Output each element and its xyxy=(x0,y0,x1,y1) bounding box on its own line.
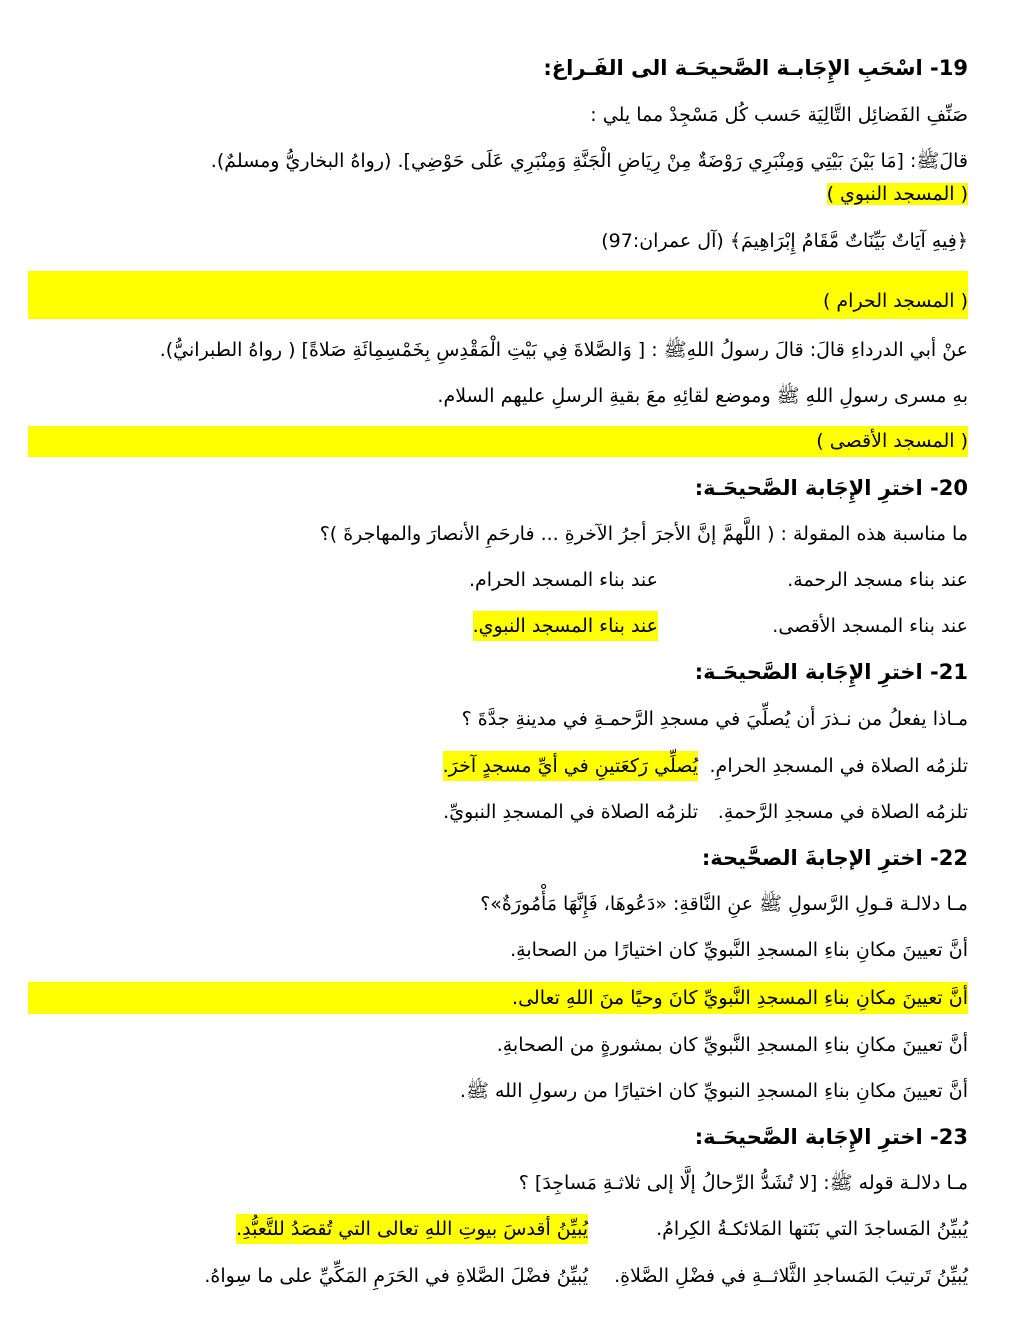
q20-option-2[interactable]: عند بناء المسجد الحرام. xyxy=(468,569,658,591)
q22-option-3[interactable]: أنَّ تعيينَ مكانِ بناءِ المسجدِ النَّبويِّ كان بمشورةٍ من الصحابةِ. xyxy=(496,1034,968,1056)
q20-heading: 20- اخترِ الإِجَابة الصَّحيحَـة: xyxy=(694,476,968,500)
q19-item-3b: بهِ مسرى رسولِ اللهِ ﷺ وموضع لقائِهِ معَ بقيةِ الرسلِ عليهم السلام. xyxy=(437,385,968,407)
q23-option-4[interactable]: يُبيِّنُ فضْلَ الصَّلاةِ في الحَرَمِ المَكِّيِّ على ما سِواهُ. xyxy=(204,1265,588,1287)
q23-option-3[interactable]: يُبيِّنُ تَرتيبَ المَساجدِ الثَّلاثــةِ في فضْلِ الصَّلاةِ. xyxy=(614,1265,968,1287)
q23-question: مـا دلالـة قوله ﷺ: [لا تُشَدُّ الرِّحالُ إلَّا إلى ثلاثـةِ مَساجِدَ] ؟ xyxy=(518,1172,968,1194)
q22-heading: 22- اخترِ الإجابةَ الصحَّيحة: xyxy=(701,846,968,870)
q21-option-4[interactable]: تلزمُه الصلاة في المسجدِ النبويِّ. xyxy=(443,801,698,823)
q22-question: مـا دلالـة قـولِ الرَّسولِ ﷺ عنِ النَّاقةِ: «دَعُوهَا، فَإِنَّهَا مَأْمُورَةٌ»؟ xyxy=(480,893,968,915)
q23-option-2[interactable]: يُبيِّنُ أقدسَ بيوتِ اللهِ تعالى التي تُقصَدُ للتَّعبُّدِ. xyxy=(236,1214,588,1244)
q23-options-row-2 xyxy=(28,1261,968,1291)
q22-option-4[interactable]: أنَّ تعيينَ مكانِ بناءِ المسجدِ النبويِّ كان اختيارًا من رسولِ الله ﷺ. xyxy=(459,1080,968,1102)
q21-options-row-1 xyxy=(28,751,968,781)
q22-option-1[interactable]: أنَّ تعيينَ مكانِ بناءِ المسجدِ النَّبويِّ كان اختيارًا من الصحابةِ. xyxy=(510,939,968,961)
q21-option-3[interactable]: تلزمُه الصلاة في مسجدِ الرَّحمةِ. xyxy=(717,801,968,823)
q22-option-2[interactable]: أنَّ تعيينَ مكانِ بناءِ المسجدِ النَّبويِّ كانَ وحيًا منَ اللهِ تعالى. xyxy=(512,987,968,1009)
q20-option-3[interactable]: عند بناء المسجد الأقصى. xyxy=(772,615,968,637)
q19-item-2: ﴿فِيهِ آيَاتٌ بَيِّنَاتٌ مَّقَامُ إِبْرَاهِيمَ﴾ (آل عمران:97) xyxy=(601,230,968,252)
q21-question: مـاذا يفعلُ من نـذرَ أن يُصلِّيَ في مسجدِ الرَّحمـةِ في مدينةِ جدَّةَ ؟ xyxy=(461,708,968,730)
q20-option-4[interactable]: عند بناء المسجد النبوي. xyxy=(473,611,658,641)
q23-option-1[interactable]: يُبيِّنُ المَساجدَ التي بَنَتها المَلائكـةُ الكِرامُ. xyxy=(656,1218,968,1240)
q23-options-row-1 xyxy=(28,1214,968,1244)
q19-answer-3[interactable]: ( المسجد الأقصى ) xyxy=(816,430,968,452)
q20-question: ما مناسبة هذه المقولة : ( اللَّهمَّ إنَّ الأجرَ أجرُ الآخرةِ ... فارحَمِ الأنصارَ والمهاجرةَ )؟ xyxy=(319,523,968,545)
answer-slot-1[interactable]: ( المسجد النبوي ) xyxy=(826,183,968,205)
q21-options-row-2 xyxy=(28,797,968,827)
q21-heading: 21- اخترِ الإِجَابة الصَّحيحَـة: xyxy=(694,660,968,684)
q21-option-2[interactable]: يُصلِّي رَكعَتينِ في أيِّ مسجدٍ آخرَ. xyxy=(443,751,698,781)
q23-heading: 23- اخترِ الإِجَابة الصَّحيحَـة: xyxy=(694,1125,968,1149)
q20-options-row-1 xyxy=(28,565,968,595)
q20-option-1[interactable]: عند بناء مسجد الرحمة. xyxy=(787,569,968,591)
q19-heading: 19- اسْحَبِ الإِجَابـة الصَّحيحَـة الى الفَـراغ: xyxy=(543,56,968,80)
q20-options-row-2 xyxy=(28,611,968,641)
q21-option-1[interactable]: تلزمُه الصلاة في المسجدِ الحرامِ. xyxy=(709,755,968,777)
q19-answer-1 xyxy=(28,179,968,209)
q19-item-1: قالَﷺ: [مَا بَيْنَ بَيْتِي وَمِنْبَرِي رَوْضَةٌ مِنْ رِيَاضِ الْجَنَّةِ وَمِنْبَرِي عَلَى حَوْضِي]. (رواهُ البخاريُّ ومسلمٌ). xyxy=(210,150,968,172)
q19-instruction: صَنِّفِ الفَضائِل التَّالِيَة حَسب كُل مَسْجِدْ مما يلي : xyxy=(590,104,968,126)
q19-item-3a: عنْ أبي الدرداءِ قالَ: قالَ رسولُ اللهِﷺ : [ وَالصَّلاةَ فِي بَيْتِ الْمَقْدِسِ بِخَمْسِمِائَةِ صَلاةً] ( رواهُ الطبرانيُّ). xyxy=(159,339,968,361)
q19-answer-2[interactable]: ( المسجد الحرام ) xyxy=(822,290,968,312)
